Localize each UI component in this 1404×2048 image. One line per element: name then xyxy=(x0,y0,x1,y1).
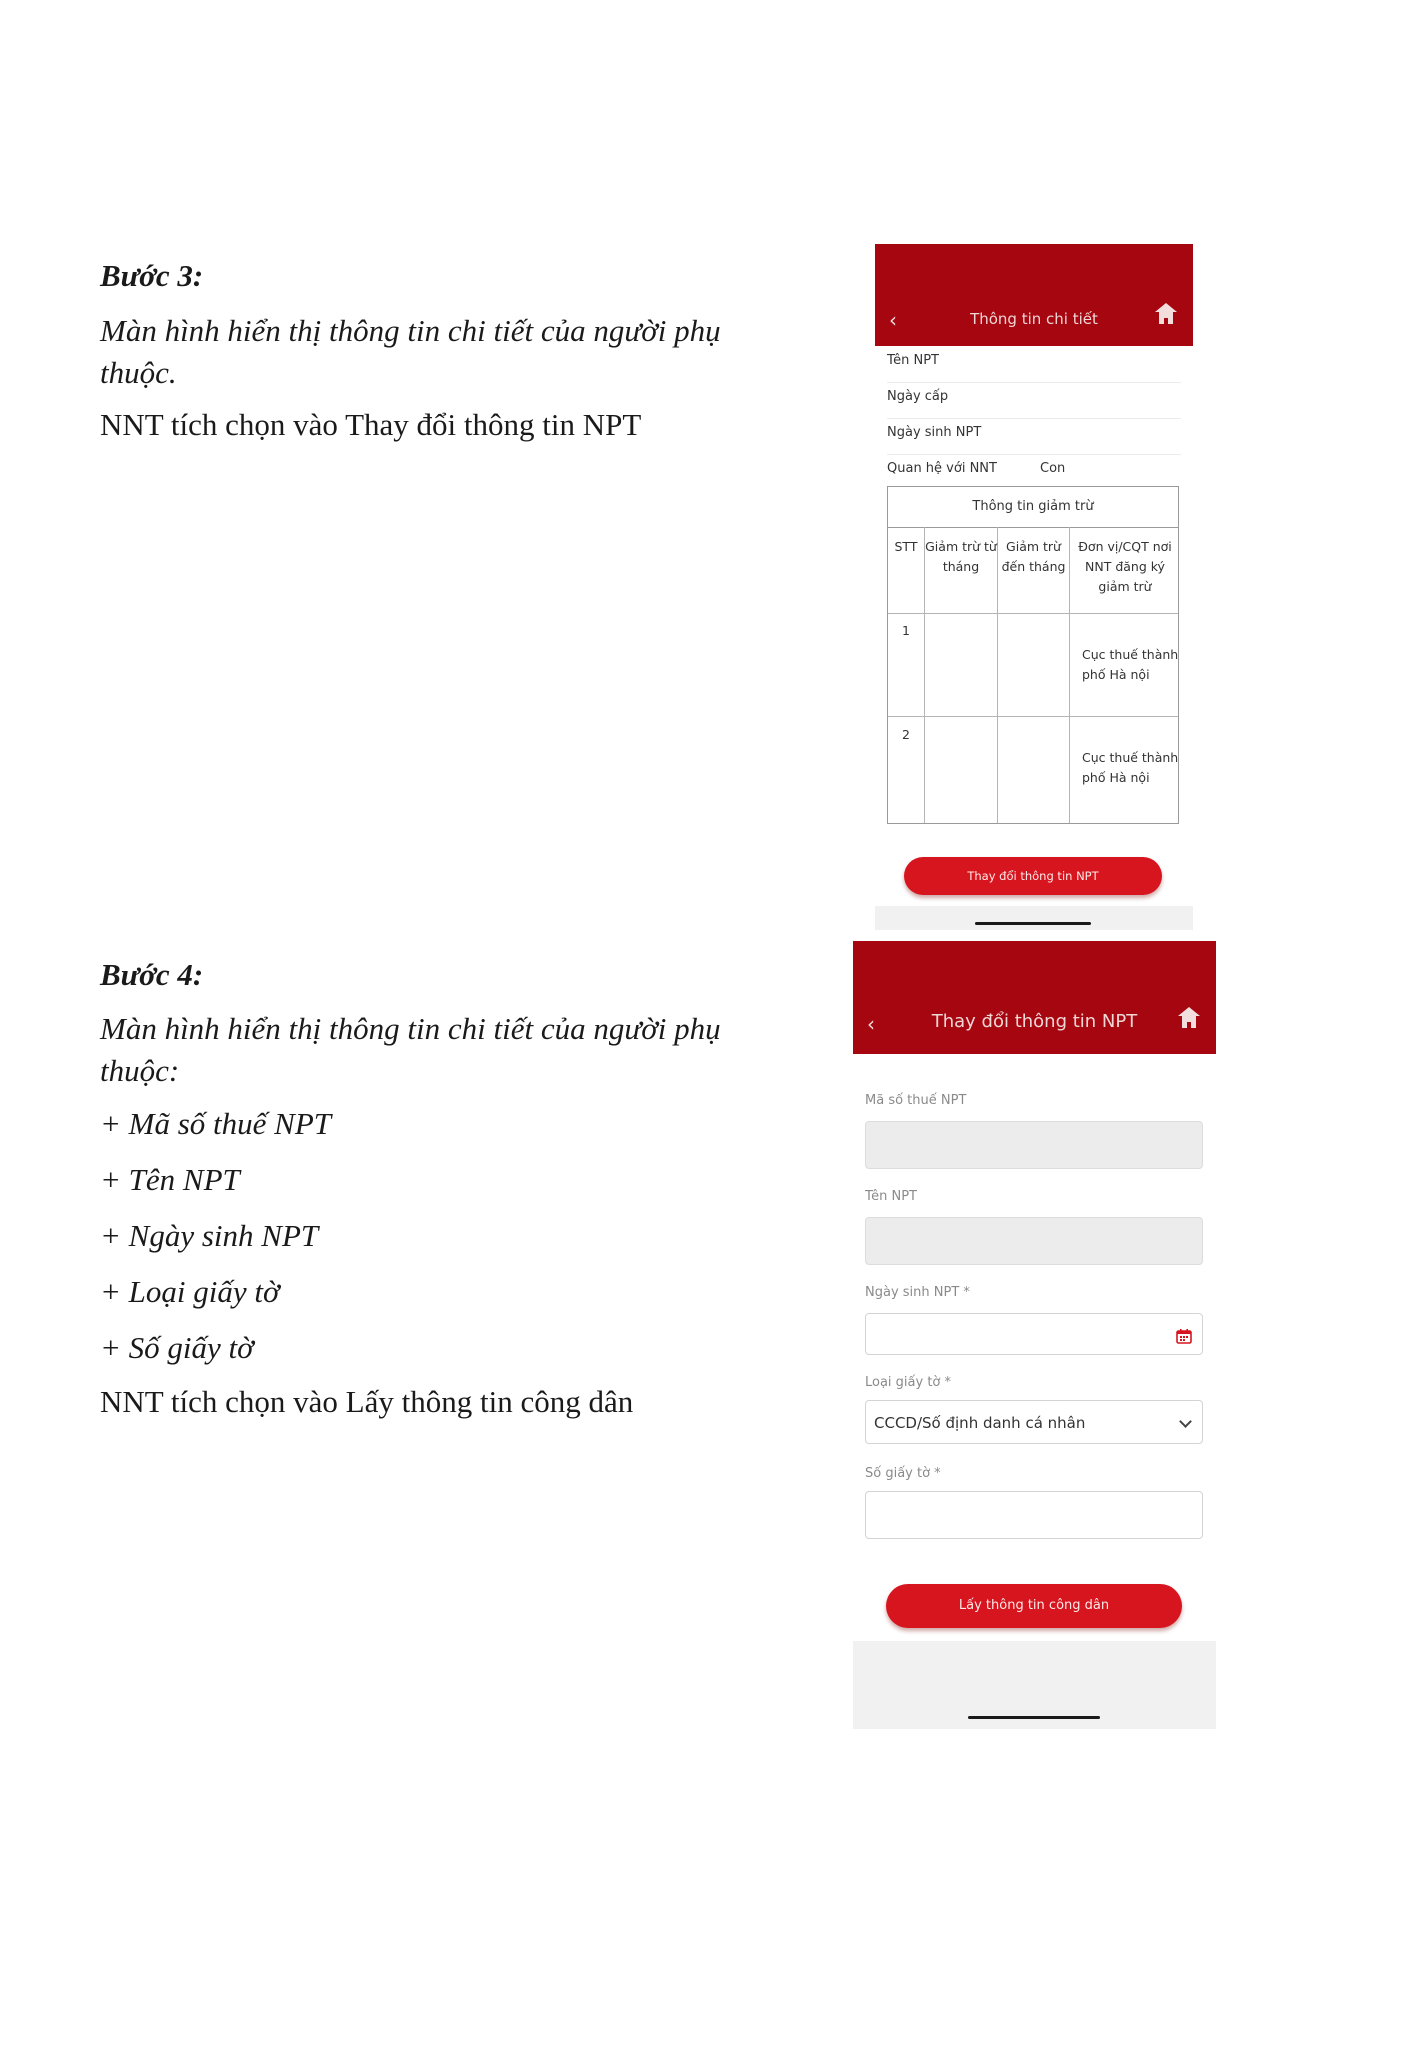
so-giay-to-label: Số giấy tờ * xyxy=(865,1466,941,1481)
info-value-quan-he: Con xyxy=(1040,461,1066,476)
detail-header-title: Thông tin chi tiết xyxy=(970,310,1098,328)
header-stt: STT xyxy=(894,539,918,554)
calendar-icon[interactable] xyxy=(1176,1328,1192,1344)
home-icon[interactable] xyxy=(1159,312,1173,324)
home-indicator xyxy=(975,922,1091,925)
change-info-screen xyxy=(853,941,1216,1729)
step3-description: Màn hình hiển thị thông tin chi tiết của người phụ thuộc. xyxy=(100,313,721,390)
ten-npt-field[interactable] xyxy=(865,1217,1203,1265)
step4-bullet: + Tên NPT xyxy=(100,1162,240,1197)
change-info-header xyxy=(853,941,1216,1054)
so-giay-to-field[interactable] xyxy=(865,1491,1203,1539)
back-arrow-icon[interactable]: ‹ xyxy=(867,1012,875,1036)
home-indicator xyxy=(968,1716,1100,1719)
table-row-unit: Cục thuế thành phố Hà nội xyxy=(1082,647,1179,682)
info-label: Tên NPT xyxy=(887,353,939,368)
step3-title: Bước 3: xyxy=(100,258,204,293)
ngay-sinh-label: Ngày sinh NPT * xyxy=(865,1285,970,1300)
loai-giay-to-label: Loại giấy tờ * xyxy=(865,1375,952,1390)
step4-bullet: + Loại giấy tờ xyxy=(100,1274,280,1309)
ten-npt-label: Tên NPT xyxy=(865,1189,917,1204)
chevron-down-icon[interactable] xyxy=(1179,1415,1192,1428)
header-from-month: Giảm trừ từ tháng xyxy=(925,539,997,574)
step4-bullet: + Mã số thuế NPT xyxy=(100,1106,332,1141)
header-to-month: Giảm trừ đến tháng xyxy=(1001,539,1066,574)
loai-giay-to-select[interactable] xyxy=(865,1400,1203,1444)
step4-bullet: + Số giấy tờ xyxy=(100,1330,254,1365)
table-row-stt: 1 xyxy=(902,623,910,638)
info-row-ten-npt xyxy=(887,346,1181,383)
get-citizen-info-button[interactable]: Lấy thông tin công dân xyxy=(886,1584,1182,1628)
back-arrow-icon[interactable]: ‹ xyxy=(889,308,897,332)
deduction-table-title: Thông tin giảm trừ xyxy=(888,487,1178,528)
detail-header xyxy=(875,244,1193,346)
bottom-bar-area xyxy=(875,906,1193,930)
info-row-quan-he xyxy=(887,454,1181,490)
info-label: Quan hệ với NNT xyxy=(887,461,997,476)
step4-description: Màn hình hiển thị thông tin chi tiết của người phụ thuộc: xyxy=(100,1011,721,1088)
ngay-sinh-field[interactable] xyxy=(865,1313,1203,1355)
step4-title: Bước 4: xyxy=(100,957,204,992)
info-label: Ngày sinh NPT xyxy=(887,425,982,440)
change-info-header-title: Thay đổi thông tin NPT xyxy=(931,1011,1138,1032)
mst-npt-field[interactable] xyxy=(865,1121,1203,1169)
info-row-ngay-cap xyxy=(887,382,1181,419)
table-row-stt: 2 xyxy=(902,727,910,742)
info-label: Ngày cấp xyxy=(887,389,949,404)
step4-bullet: + Ngày sinh NPT xyxy=(100,1218,319,1253)
deduction-table xyxy=(887,486,1179,824)
step3-action: NNT tích chọn vào Thay đổi thông tin NPT xyxy=(100,407,642,442)
detail-screen xyxy=(875,244,1193,930)
step4-action: NNT tích chọn vào Lấy thông tin công dân xyxy=(100,1384,634,1419)
change-npt-info-button[interactable]: Thay đổi thông tin NPT xyxy=(904,857,1162,895)
table-row-unit: Cục thuế thành phố Hà nội xyxy=(1082,750,1179,785)
info-row-ngay-sinh xyxy=(887,418,1181,455)
home-icon[interactable] xyxy=(1182,1016,1196,1028)
loai-giay-to-value: CCCD/Số định danh cá nhân xyxy=(874,1414,1086,1432)
header-unit: Đơn vị/CQT nơi NNT đăng ký giảm trừ xyxy=(1078,539,1172,594)
mst-npt-label: Mã số thuế NPT xyxy=(865,1093,967,1108)
